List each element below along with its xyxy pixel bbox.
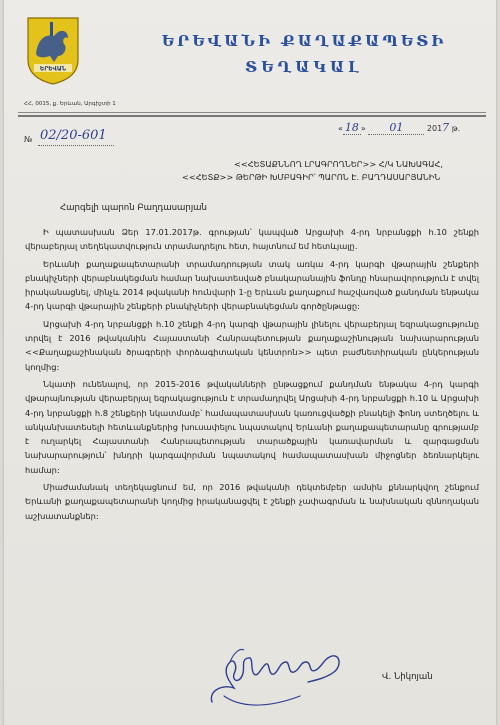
org-name-line2: ՏԵՂԱԿԱԼ (245, 58, 363, 76)
body-paragraph: Միաժամանակ տեղեկացնում եմ, որ 2016 թվականի դեկտեմբեր ամսին քննարկվող շենքում Երևանի քաղաքապետարանի կողմից իրականացվել է շենքի չափագրման և նախնական զննողական աշխատանքներ: (25, 482, 479, 521)
letter-page (4, 0, 496, 725)
body-paragraph: Արցախի 4-րդ նրբանցքի հ.10 շենքի 4-րդ կարգի վթարային լինելու վերաբերյալ եզրակացությունը տրվել է 2016 թվականին Հայաստանի Հանրապետության քաղաքաշինության նախարարության <<Քաղաքաշինական ծրագրերի փորձագիտական կենտրոն>> պետ բաժնետիրական ընկերության կողմից: (25, 318, 479, 372)
reference-number: 02/20-601 (40, 128, 107, 143)
date-month: 01 (368, 121, 424, 135)
yerevan-emblem-icon (24, 14, 82, 86)
reference-prefix: № (24, 135, 33, 144)
letter-body (25, 225, 479, 526)
body-paragraph: Ի պատասխան Ձեր 17.01.2017թ. գրության՝ կապված Արցախի 4-րդ նրբանցքի հ.10 շենքի վերաբերյալ տեղեկատվություն տրամադրելու հետ, հայտնում եմ հետևյալը. (25, 227, 479, 252)
date-year-prefix: 201 (426, 124, 443, 133)
date-day: 18 (344, 121, 359, 134)
date-year-suffix: 7 (442, 121, 450, 134)
emblem-text: ԵՐԵՎԱՆ (39, 65, 67, 73)
recipient-line1: <<ՀԵՏԱՔՆՆՈՂ ԼՐԱԳՐՈՂՆԵՐ>> Հ/Կ ՆԱԽԱԳԱՀ, (234, 159, 443, 169)
body-paragraph: Երևանի քաղաքապետարանի տրամադրության տակ առկա 4-րդ կարգի վթարային շենքերի բնակիչների վերաբնակեցման համար նախատեսված բնակարանային ֆոնդը հնարավորություն է տվել իրականացնել, մինչև 2014 թվականի հունվարի 1-ը Երևան քաղաքում հաշվառված քանդման ենթակա 4-րդ կարգի վթարային շենքերի բնակիչների վերաբնակեցման գործընթացը: (25, 258, 479, 312)
org-address: ՀՀ, 0015, ք. Երևան, Արգիշտի 1 (24, 101, 116, 107)
recipient-line2: <<ՀԵՏՔ>> ԹԵՐԹԻ ԽՄԲԱԳԻՐ՝ ՊԱՐՈՆ Է. ԲԱՂԴԱՍԱՐՅԱՆԻՆ (182, 172, 441, 182)
handwritten-signature (204, 640, 354, 715)
body-paragraph: Նկատի ունենալով, որ 2015-2016 թվականների ընթացքում քանդման ենթակա 4-րդ կարգի վթարայնության վերաբերյալ եզրակացություն է տրամադրվել Արցախի 4-րդ նրբանցքի հ.10 և Արցախի 4-րդ նրբանցքի հ.8 շենքերի նկատմամբ՝ համապատասխան կառուցվածքի բնակելի ֆոնդ ստեղծելու և անկանխատեսելի հետևանքներից խուսափելու նպատակով Երևանի քաղաքապետարանը գրությամբ է ուղարկել Հայաստանի Հանրապետության տարածքային կառավարման և զարգացման նախարարություն՝ խնդրի կարգավորման նպատակով համապատասխան միջոցներ ձեռնարկելու համար: (25, 378, 479, 475)
date-suffix: թ. (451, 124, 461, 133)
header-divider (18, 112, 486, 113)
letter-date: « 18 » 01 2017 թ. (338, 121, 461, 134)
org-name-line1: ԵՐԵՎԱՆԻ ՔԱՂԱՔԱՊԵՏԻ (161, 32, 447, 50)
salutation: Հարգելի պարոն Բաղդասարյան (60, 203, 207, 213)
reference-line (38, 145, 114, 146)
header-divider-thick (18, 115, 486, 117)
signer-name: Վ. Նիկոյան (382, 672, 433, 682)
